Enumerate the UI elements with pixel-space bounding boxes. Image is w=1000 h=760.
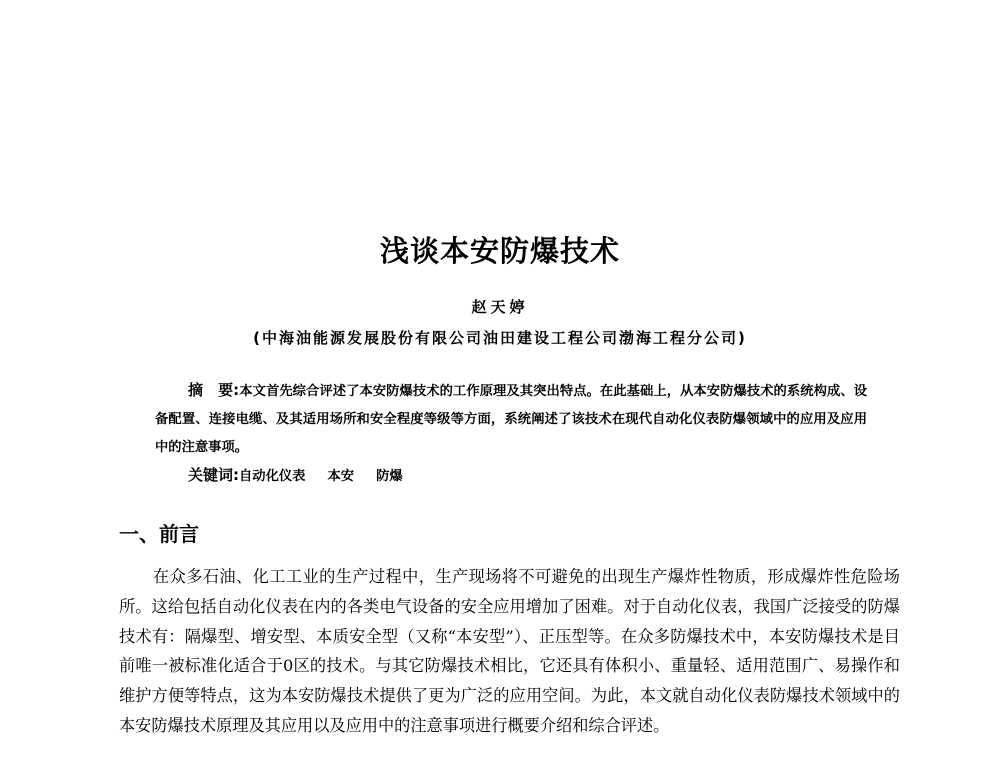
- keywords-label: 关键词:: [188, 466, 239, 484]
- keywords: [188, 461, 868, 491]
- keyword-item: 防爆: [376, 469, 403, 484]
- section-heading-introduction: 一、前言: [119, 522, 199, 546]
- abstract-text: 本文首先综合评述了本安防爆技术的工作原理及其突出特点。在此基础上，从本安防爆技术的系统构成、设备配置、连接电缆、及其适用场所和安全程度等级等方面，系统阐述了该技术在现代自动化仪表防爆领域中的应用及应用中的注意事项。: [155, 384, 868, 455]
- section-paragraph-introduction: 在众多石油、化工工业的生产过程中，生产现场将不可避免的出现生产爆炸性物质，形成爆炸性危险场所。这给包括自动化仪表在内的各类电气设备的安全应用增加了困难。对于自动化仪表，我国广泛接受的防爆技术有：隔爆型、增安型、本质安全型（又称“本安型”）、正压型等。在众多防爆技术中，本安防爆技术是目前唯一被标准化适合于0区的技术。与其它防爆技术相比，它还具有体积小、重量轻、适用范围广、易操作和维护方便等特点，这为本安防爆技术提供了更为广泛的应用空间。为此，本文就自动化仪表防爆技术领域中的本安防爆技术原理及其应用以及应用中的注意事项进行概要介绍和综合评述。: [119, 567, 900, 735]
- paper-title: 浅谈本安防爆技术: [379, 234, 620, 269]
- keyword-item: 自动化仪表: [239, 469, 306, 484]
- abstract-label: 摘 要:: [188, 381, 240, 399]
- author-name: 赵天婷: [471, 298, 529, 316]
- abstract: [155, 376, 867, 462]
- keyword-item: 本安: [327, 469, 355, 484]
- author-affiliation: (中海油能源发展股份有限公司油田建设工程公司渤海工程分公司): [253, 329, 747, 347]
